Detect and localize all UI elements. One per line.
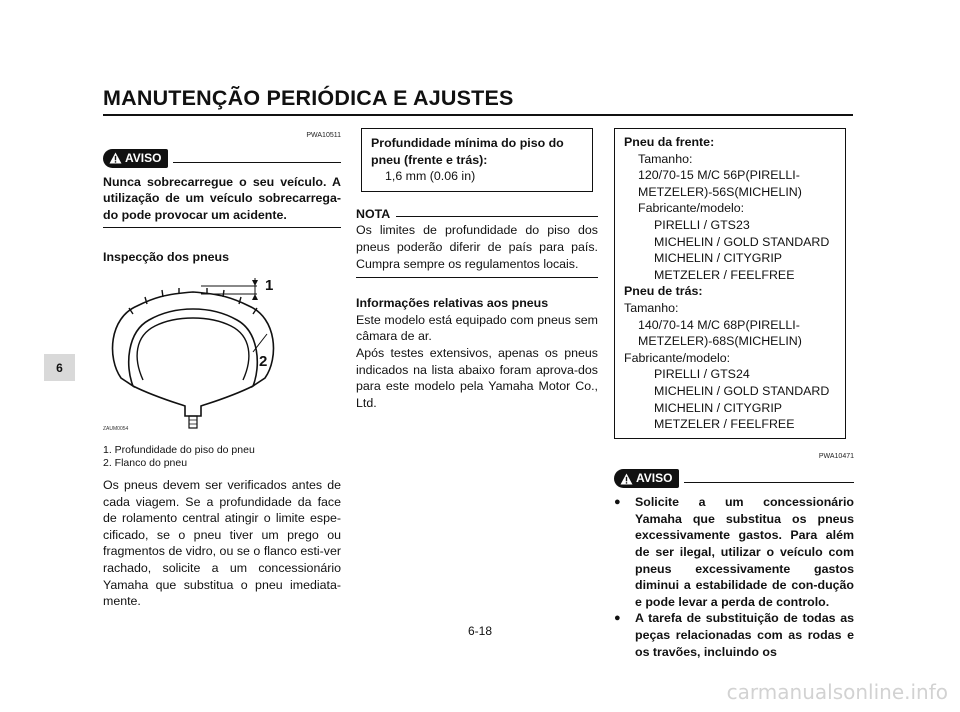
front-size-line: METZELER)-56S(MICHELIN): [638, 184, 802, 199]
warning-rule: [103, 227, 341, 228]
nota-header: [356, 206, 598, 223]
info-heading: Informações relativas aos pneus: [356, 296, 549, 311]
aviso-badge: [614, 469, 679, 488]
warning-triangle-icon: [109, 152, 122, 164]
front-size-line: 120/70-15 M/C 56P(PIRELLI-: [638, 168, 800, 183]
nota-label: NOTA: [356, 206, 391, 221]
rear-tire-label: Pneu de trás:: [624, 284, 703, 299]
front-size-label: Tamanho:: [638, 151, 693, 166]
bullet-icon: ●: [614, 612, 621, 625]
ref-code: PWA10471: [818, 452, 854, 460]
aviso-header: [614, 469, 854, 488]
front-maker-item: MICHELIN / GOLD STANDARD: [654, 234, 830, 249]
page-number: 6-18: [467, 624, 493, 638]
nota-rule: [356, 277, 598, 278]
front-maker-item: MICHELIN / CITYGRIP: [654, 251, 783, 266]
rear-maker-label: Fabricante/modelo:: [624, 350, 731, 365]
nota-text: Os limites de profundidade do piso dos pneus poderão diferir de país para país. Cumpra sempre os regulamentos locais.: [356, 223, 598, 271]
bullet-icon: ●: [614, 496, 621, 509]
rear-maker-item: METZELER / FEELFREE: [654, 417, 795, 432]
section-heading: Inspecção dos pneus: [103, 250, 230, 265]
rear-maker-item: MICHELIN / CITYGRIP: [654, 400, 783, 415]
rear-size-label: Tamanho:: [624, 300, 679, 315]
front-maker-item: PIRELLI / GTS23: [654, 217, 750, 232]
info-paragraph: Após testes extensivos, apenas os pneus indicados na lista abaixo foram aprova-dos para este modelo pela Yamaha Motor Co., Ltd.: [356, 345, 598, 410]
warning-triangle-icon: [620, 473, 633, 485]
list-item-text: A tarefa de substituição de todas as peças relacionadas com as rodas e os travões, incluindo os: [635, 611, 854, 659]
callout-2: 2: [259, 352, 268, 370]
min-tread-depth-value: 1,6 mm (0.06 in): [385, 169, 476, 184]
info-paragraph: Este modelo está equipado com pneus sem câmara de ar.: [356, 312, 598, 344]
front-maker-label: Fabricante/modelo:: [638, 201, 745, 216]
chapter-tab: 6: [44, 354, 75, 381]
title-rule: [103, 114, 853, 116]
min-tread-depth-box: [361, 128, 593, 192]
tire-inspection-body: Os pneus devem ser verificados antes de cada viagem. Se a profundidade da face de rolamento central atingir o limite espe-cificado, se o pneu tiver um prego ou fragmentos de vidro, ou se o flanco esti-ver rachado, solicite a um concessionário Yamaha que substitua o pneu imediata-mente.: [103, 477, 341, 609]
list-item-text: Solicite a um concessionário Yamaha que substitua os pneus excessivamente gastos. Para além de ser ilegal, utilizar o veículo com pneus excessivamente gastos diminui a estabilidade de con-dução e pode levar a perda de controlo.: [635, 495, 854, 609]
tire-diagram: [103, 278, 283, 440]
rear-maker-item: PIRELLI / GTS24: [654, 367, 750, 382]
left-column: [103, 128, 341, 610]
rear-size-line: 140/70-14 M/C 68P(PIRELLI-: [638, 317, 800, 332]
front-maker-item: METZELER / FEELFREE: [654, 267, 795, 282]
figure-code: ZAUM0054: [103, 426, 129, 433]
tire-cross-section-icon: [103, 278, 283, 440]
aviso-header: [103, 149, 341, 168]
min-tread-depth-title: Profundidade mínima do piso do pneu (frente e trás):: [371, 136, 564, 167]
caption-item: 2. Flanco do pneu: [103, 457, 188, 470]
front-tire-label: Pneu da frente:: [624, 135, 715, 149]
callout-1: 1: [265, 276, 274, 294]
aviso-label: AVISO: [636, 471, 673, 486]
watermark: carmanualsonline.info: [726, 680, 948, 704]
aviso-badge: [103, 149, 168, 168]
middle-column: [356, 128, 598, 411]
aviso-label: AVISO: [125, 150, 162, 165]
page-title: MANUTENÇÃO PERIÓDICA E AJUSTES: [103, 86, 514, 110]
caption-list: [103, 444, 341, 471]
list-item: [614, 494, 854, 610]
caption-item: 1. Profundidade do piso do pneu: [103, 443, 255, 456]
warning-text: Nunca sobrecarregue o seu veículo. A utilização de um veículo sobrecarrega-do pode provocar um acidente.: [103, 174, 341, 222]
ref-code: PWA10511: [306, 132, 341, 139]
right-column: [614, 128, 854, 660]
rear-maker-item: MICHELIN / GOLD STANDARD: [654, 383, 830, 398]
rear-size-line: METZELER)-68S(MICHELIN): [638, 334, 802, 349]
tire-spec-box: [614, 128, 846, 439]
